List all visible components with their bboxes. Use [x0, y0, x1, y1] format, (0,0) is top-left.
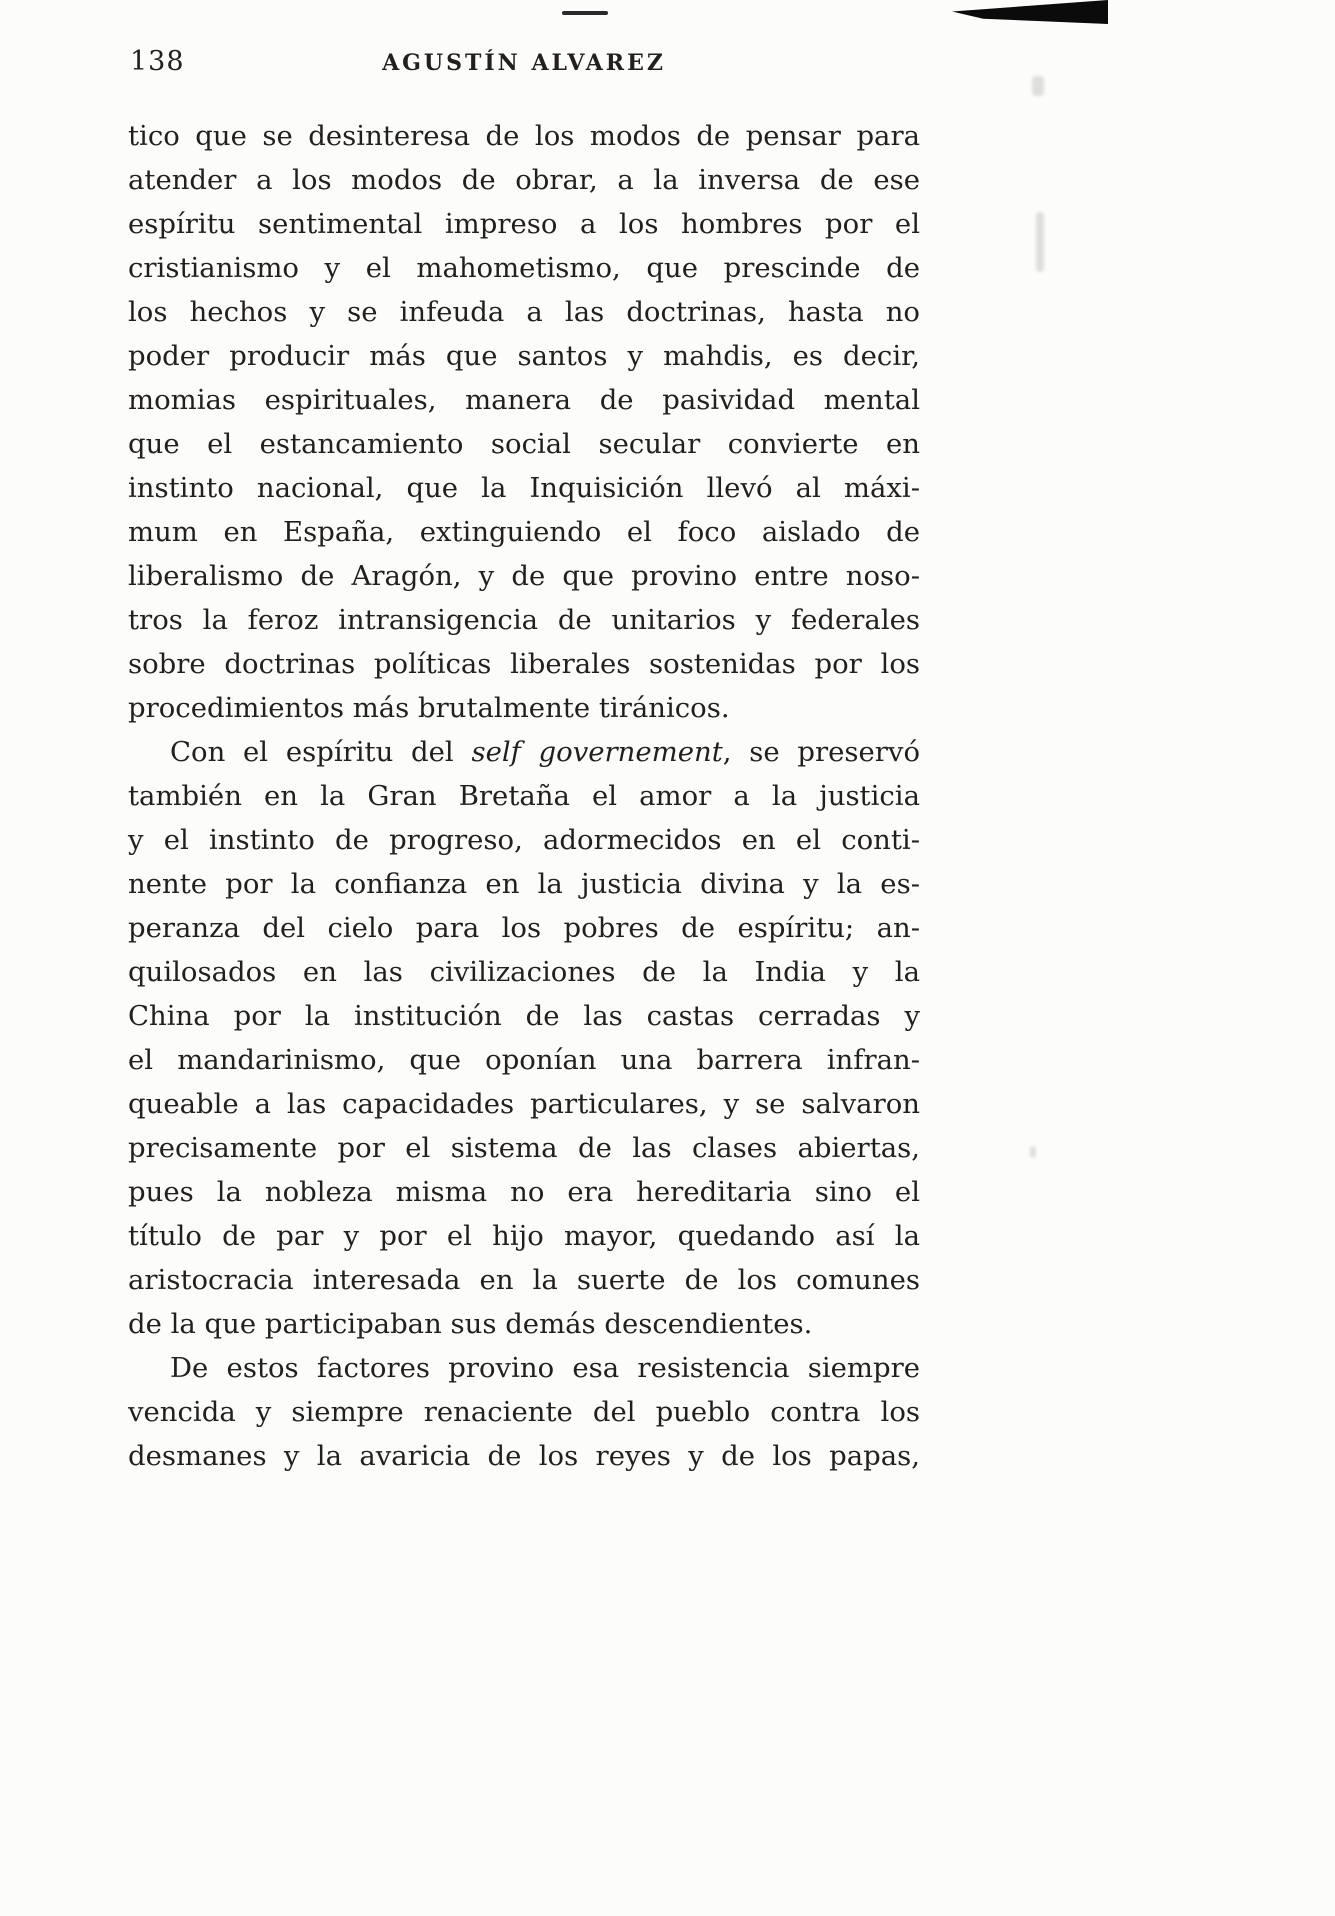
scan-smudge-artifact [1036, 212, 1044, 272]
text-line: liberalismo de Aragón, y de que provino entre noso- [128, 560, 920, 592]
text-line: China por la institución de las castas cerradas y [128, 1000, 920, 1032]
text-line: también en la Gran Bretaña el amor a la justicia [128, 780, 920, 812]
text-segment: Con el espíritu del [170, 736, 472, 768]
text-line: que el estancamiento social secular convierte en [128, 428, 920, 460]
italic-phrase: self governement [471, 736, 723, 768]
text-line: cristianismo y el mahometismo, que prescinde de [128, 252, 920, 284]
text-line: queable a las capacidades particulares, y se salvaron [128, 1088, 920, 1120]
text-line: vencida y siempre renaciente del pueblo contra los [128, 1396, 920, 1428]
text-line: procedimientos más brutalmente tiránicos. [128, 692, 730, 724]
text-line: instinto nacional, que la Inquisición llevó al máxi- [128, 472, 920, 504]
text-line: espíritu sentimental impreso a los hombres por el [128, 208, 920, 240]
paragraph [128, 1346, 920, 1478]
text-line: nente por la confianza en la justicia divina y la es- [128, 868, 920, 900]
text-line: atender a los modos de obrar, a la inversa de ese [128, 164, 920, 196]
running-header: AGUSTÍN ALVAREZ [382, 50, 666, 76]
text-line: precisamente por el sistema de las clases abiertas, [128, 1132, 920, 1164]
text-line: tico que se desinteresa de los modos de pensar para [128, 120, 920, 152]
paragraph [128, 730, 920, 1346]
text-line: poder producir más que santos y mahdis, es decir, [128, 340, 920, 372]
text-line: y el instinto de progreso, adormecidos en el conti- [128, 824, 920, 856]
text-segment: , se preservó [722, 736, 920, 768]
text-line: aristocracia interesada en la suerte de los comunes [128, 1264, 920, 1296]
text-line: los hechos y se infeuda a las doctrinas, hasta no [128, 296, 920, 328]
page-corner-fold-artifact [952, 0, 1108, 24]
scan-smudge-artifact [1030, 1146, 1036, 1158]
text-column [128, 44, 920, 1478]
text-line: el mandarinismo, que oponían una barrera infran- [128, 1044, 920, 1076]
text-line: título de par y por el hijo mayor, quedando así la [128, 1220, 920, 1252]
text-line: sobre doctrinas políticas liberales sostenidas por los [128, 648, 920, 680]
text-line: De estos factores provino esa resistencia siempre [170, 1352, 920, 1384]
text-block [128, 114, 920, 1478]
page-number: 138 [130, 46, 185, 77]
text-line: mum en España, extinguiendo el foco aislado de [128, 516, 920, 548]
text-line: quilosados en las civilizaciones de la India y la [128, 956, 920, 988]
text-line: peranza del cielo para los pobres de espíritu; an- [128, 912, 920, 944]
text-line: de la que participaban sus demás descendientes. [128, 1308, 813, 1340]
scan-smudge-artifact [1032, 76, 1044, 96]
text-line [128, 730, 920, 774]
text-line: momias espirituales, manera de pasividad mental [128, 384, 920, 416]
paragraph [128, 114, 920, 730]
text-line: desmanes y la avaricia de los reyes y de los papas, [128, 1440, 920, 1472]
page-header [128, 44, 920, 80]
scan-dash-artifact [562, 11, 608, 15]
text-line: tros la feroz intransigencia de unitarios y federales [128, 604, 920, 636]
text-line: pues la nobleza misma no era hereditaria sino el [128, 1176, 920, 1208]
